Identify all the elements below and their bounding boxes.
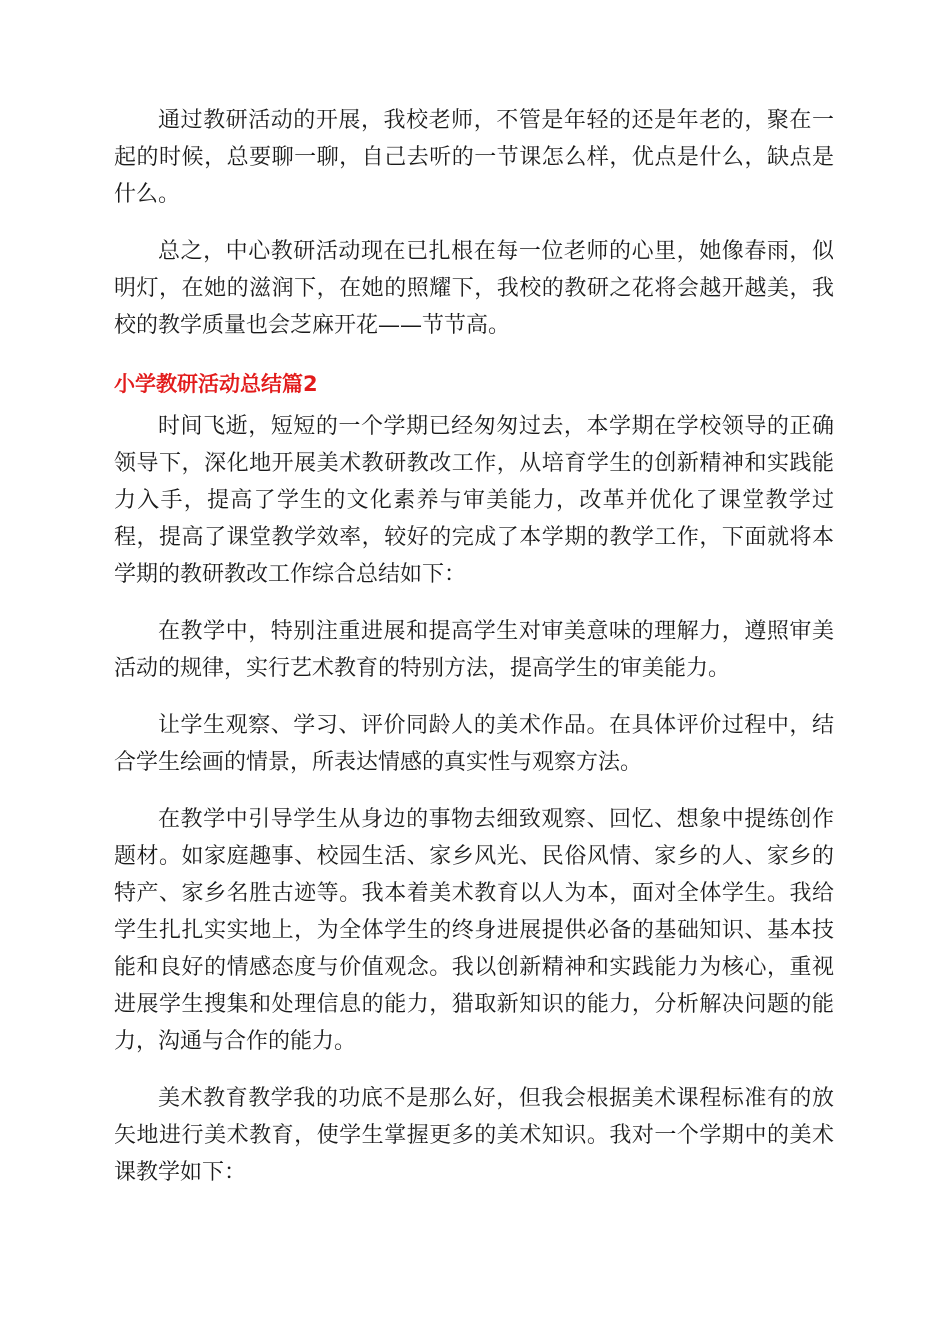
paragraph: 时间飞逝，短短的一个学期已经匆匆过去，本学期在学校领导的正确领导下，深化地开展美术教研教改工作，从培育学生的创新精神和实践能力入手，提高了学生的文化素养与审美能力，改革并优化了课堂教学过程，提高了课堂教学效率，较好的完成了本学期的教学工作，下面就将本学期的教研教改工作综合总结如下： — [114, 414, 834, 587]
paragraph: 在教学中引导学生从身边的事物去细致观察、回忆、想象中提练创作题材。如家庭趣事、校园生活、家乡风光、民俗风情、家乡的人、家乡的特产、家乡名胜古迹等。我本着美术教育以人为本，面对全体学生。我给学生扎扎实实地上，为全体学生的终身进展提供必备的基础知识、基本技能和良好的情感态度与价值观念。我以创新精神和实践能力为核心，重视进展学生搜集和处理信息的能力，猎取新知识的能力，分析解决问题的能力，沟通与合作的能力。 — [114, 807, 834, 1054]
section-heading: 小学教研活动总结篇2 — [114, 372, 318, 396]
document-body — [114, 102, 834, 1211]
paragraph: 让学生观察、学习、评价同龄人的美术作品。在具体评价过程中，结合学生绘画的情景，所表达情感的真实性与观察方法。 — [114, 713, 834, 775]
paragraph: 美术教育教学我的功底不是那么好，但我会根据美术课程标准有的放矢地进行美术教育，使学生掌握更多的美术知识。我对一个学期中的美术课教学如下： — [114, 1086, 834, 1185]
paragraph: 在教学中，特别注重进展和提高学生对审美意味的理解力，遵照审美活动的规律，实行艺术教育的特别方法，提高学生的审美能力。 — [114, 619, 834, 681]
paragraph: 通过教研活动的开展，我校老师，不管是年轻的还是年老的，聚在一起的时候，总要聊一聊，自己去听的一节课怎么样，优点是什么，缺点是什么。 — [114, 108, 834, 207]
paragraph: 总之，中心教研活动现在已扎根在每一位老师的心里，她像春雨，似明灯，在她的滋润下，在她的照耀下，我校的教研之花将会越开越美，我校的教学质量也会芝麻开花——节节高。 — [114, 239, 834, 338]
